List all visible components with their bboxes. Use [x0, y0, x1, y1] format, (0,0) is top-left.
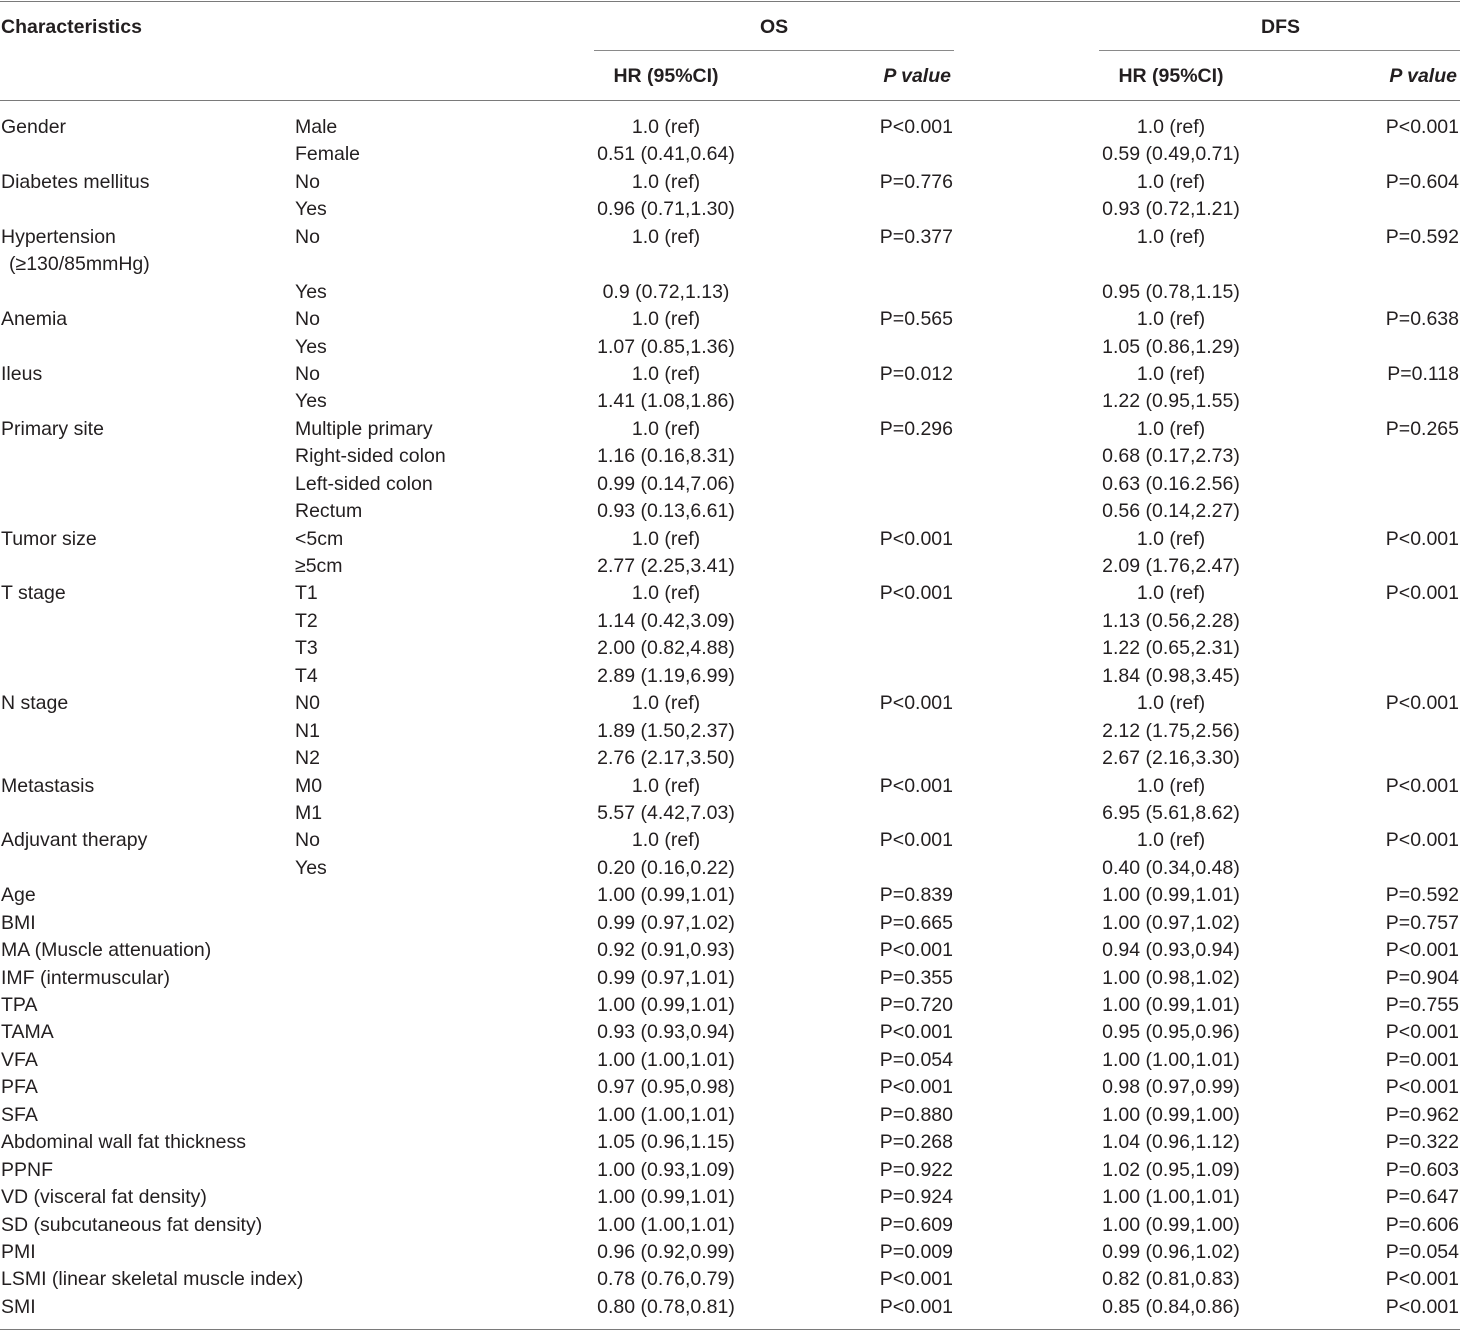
dfs-p-value-cell: P=0.592: [1385, 225, 1459, 248]
dfs-hr-cell: 1.0 (ref): [1136, 362, 1206, 385]
os-hr-cell: 0.93 (0.93,0.94): [597, 1021, 735, 1044]
category-cell: Multiple primary: [295, 417, 433, 440]
table-row: [0, 992, 1460, 1019]
characteristic-cell: IMF (intermuscular): [1, 966, 171, 989]
dfs-hr-cell: 1.84 (0.98,3.45): [1102, 664, 1240, 687]
category-cell: T2: [295, 609, 318, 632]
os-hr-cell: 0.9 (0.72,1.13): [602, 280, 730, 303]
dfs-p-value-cell: P=0.962: [1385, 1103, 1459, 1126]
os-hr-cell: 5.57 (4.42,7.03): [597, 801, 735, 824]
dfs-p-value-cell: P=0.118: [1387, 362, 1459, 385]
dfs-hr-cell: 1.0 (ref): [1136, 527, 1206, 550]
dfs-p-value-cell: P=0.604: [1385, 170, 1459, 193]
table-row: [0, 965, 1460, 992]
characteristic-cell: Diabetes mellitus: [1, 170, 150, 193]
os-p-value-cell: P=0.377: [879, 225, 953, 248]
os-p-value-cell: P=0.009: [879, 1240, 953, 1263]
os-p-value-cell: P<0.001: [879, 1021, 953, 1044]
dfs-p-value-header: P value: [1389, 65, 1457, 87]
dfs-hr-cell: 1.0 (ref): [1136, 170, 1206, 193]
dfs-p-value-cell: P=0.757: [1385, 911, 1459, 934]
table-row: [0, 114, 1460, 141]
os-hr-cell: 1.00 (0.99,1.01): [597, 884, 735, 907]
dfs-hr-cell: 0.99 (0.96,1.02): [1102, 1240, 1240, 1263]
os-p-value-cell: P<0.001: [879, 1295, 953, 1318]
os-hr-cell: 2.00 (0.82,4.88): [597, 637, 735, 660]
characteristic-cell: PFA: [1, 1076, 38, 1099]
table-row: [0, 196, 1460, 223]
category-cell: No: [295, 225, 320, 248]
table-row: [0, 141, 1460, 168]
dfs-hr-header: HR (95%CI): [1118, 65, 1224, 87]
os-p-value-header: P value: [883, 65, 951, 87]
category-cell: ≥5cm: [295, 555, 343, 578]
category-cell: Yes: [295, 856, 327, 879]
dfs-hr-cell: 0.68 (0.17,2.73): [1102, 445, 1240, 468]
table-row: [0, 635, 1460, 662]
dfs-hr-cell: 0.85 (0.84,0.86): [1102, 1295, 1240, 1318]
table-row: [0, 224, 1460, 279]
category-cell: M1: [295, 801, 323, 824]
os-p-value-cell: P=0.054: [879, 1048, 953, 1071]
dfs-hr-cell: 1.0 (ref): [1136, 417, 1206, 440]
category-cell: No: [295, 170, 320, 193]
characteristic-cell: Abdominal wall fat thickness: [1, 1131, 246, 1154]
dfs-hr-cell: 1.22 (0.95,1.55): [1102, 390, 1240, 413]
os-hr-cell: 0.78 (0.76,0.79): [597, 1268, 735, 1291]
category-cell: No: [295, 362, 320, 385]
dfs-group-rule: [1099, 50, 1460, 51]
dfs-hr-cell: 1.00 (0.99,1.00): [1102, 1103, 1240, 1126]
dfs-hr-cell: 2.09 (1.76,2.47): [1102, 555, 1240, 578]
os-p-value-cell: P=0.776: [879, 170, 953, 193]
table-row: [0, 580, 1460, 607]
os-hr-cell: 1.00 (1.00,1.01): [597, 1048, 735, 1071]
os-hr-cell: 0.92 (0.91,0.93): [597, 939, 735, 962]
os-hr-cell: 1.0 (ref): [631, 417, 701, 440]
category-cell: No: [295, 829, 320, 852]
characteristic-cell: Primary site: [1, 417, 104, 440]
table-row: [0, 169, 1460, 196]
dfs-hr-cell: 1.0 (ref): [1136, 774, 1206, 797]
category-cell: Yes: [295, 335, 327, 358]
characteristic-cell: Gender: [1, 116, 67, 138]
dfs-hr-cell: 2.67 (2.16,3.30): [1102, 747, 1240, 770]
os-hr-cell: 1.00 (1.00,1.01): [597, 1213, 735, 1236]
dfs-hr-cell: 6.95 (5.61,8.62): [1102, 801, 1240, 824]
category-cell: Yes: [295, 280, 327, 303]
characteristic-cell: Tumor size: [1, 527, 97, 550]
category-cell: N1: [295, 719, 320, 742]
table-row: [0, 1047, 1460, 1074]
dfs-hr-cell: 0.59 (0.49,0.71): [1102, 143, 1240, 166]
dfs-hr-cell: 0.95 (0.95,0.96): [1102, 1021, 1240, 1044]
table-row: [0, 690, 1460, 717]
table-body: [0, 114, 1460, 1321]
os-hr-cell: 1.0 (ref): [631, 170, 701, 193]
characteristic-cell: SD (subcutaneous fat density): [1, 1213, 263, 1236]
os-p-value-cell: P=0.355: [879, 966, 953, 989]
os-p-value-cell: P=0.296: [879, 417, 953, 440]
dfs-p-value-cell: P=0.592: [1385, 884, 1459, 907]
os-p-value-cell: P=0.839: [879, 884, 953, 907]
dfs-hr-cell: 0.98 (0.97,0.99): [1102, 1076, 1240, 1099]
category-cell: Yes: [295, 198, 327, 221]
dfs-p-value-cell: P=0.322: [1385, 1131, 1459, 1154]
characteristic-label: Hypertension: [1, 225, 116, 248]
os-hr-header: HR (95%CI): [613, 65, 719, 87]
table-row: [0, 1239, 1460, 1266]
dfs-hr-cell: 1.00 (1.00,1.01): [1102, 1186, 1240, 1209]
os-hr-cell: 1.0 (ref): [631, 116, 701, 138]
table-row: [0, 1102, 1460, 1129]
os-hr-cell: 1.0 (ref): [631, 308, 701, 331]
characteristic-cell: N stage: [1, 692, 69, 715]
dfs-hr-cell: 1.0 (ref): [1136, 308, 1206, 331]
table-row: [0, 1294, 1460, 1321]
characteristic-cell: Ileus: [1, 362, 43, 385]
table-row: [0, 800, 1460, 827]
dfs-p-value-cell: P<0.001: [1385, 1268, 1459, 1291]
characteristics-header: Characteristics: [1, 16, 142, 38]
dfs-p-value-cell: P=0.054: [1385, 1240, 1459, 1263]
os-hr-cell: 1.0 (ref): [631, 774, 701, 797]
characteristic-cell: Age: [1, 884, 36, 907]
os-p-value-cell: P=0.922: [879, 1158, 953, 1181]
dfs-hr-cell: 1.00 (0.98,1.02): [1102, 966, 1240, 989]
table-row: [0, 1129, 1460, 1156]
os-hr-cell: 1.0 (ref): [631, 582, 701, 605]
dfs-group-header: DFS: [1261, 16, 1300, 38]
os-p-value-cell: P=0.720: [879, 994, 953, 1017]
dfs-p-value-cell: P<0.001: [1385, 1295, 1459, 1318]
os-hr-cell: 1.0 (ref): [631, 362, 701, 385]
dfs-hr-cell: 1.00 (0.99,1.01): [1102, 994, 1240, 1017]
table-row: [0, 443, 1460, 470]
dfs-hr-cell: 1.02 (0.95,1.09): [1102, 1158, 1240, 1181]
os-hr-cell: 0.20 (0.16,0.22): [597, 856, 735, 879]
os-hr-cell: 1.0 (ref): [631, 225, 701, 248]
os-p-value-cell: P<0.001: [879, 939, 953, 962]
os-p-value-cell: P=0.565: [879, 308, 953, 331]
dfs-hr-cell: 1.22 (0.65,2.31): [1102, 637, 1240, 660]
characteristic-cell: Anemia: [1, 308, 68, 331]
dfs-p-value-cell: P<0.001: [1385, 527, 1459, 550]
dfs-p-value-cell: P=0.265: [1385, 417, 1459, 440]
table-row: [0, 1074, 1460, 1101]
dfs-hr-cell: 1.00 (0.99,1.00): [1102, 1213, 1240, 1236]
category-cell: <5cm: [295, 527, 344, 550]
characteristic-cell: MA (Muscle attenuation): [1, 939, 212, 962]
dfs-p-value-cell: P<0.001: [1385, 582, 1459, 605]
dfs-p-value-cell: P=0.904: [1385, 966, 1459, 989]
table-row: [0, 388, 1460, 415]
characteristic-cell: TPA: [1, 994, 38, 1017]
table-row: [0, 855, 1460, 882]
dfs-p-value-cell: P<0.001: [1385, 1021, 1459, 1044]
os-p-value-cell: P=0.924: [879, 1186, 953, 1209]
dfs-p-value-cell: P=0.755: [1385, 994, 1459, 1017]
dfs-p-value-cell: P<0.001: [1385, 774, 1459, 797]
os-hr-cell: 1.00 (0.99,1.01): [597, 994, 735, 1017]
dfs-hr-cell: 0.94 (0.93,0.94): [1102, 939, 1240, 962]
characteristic-cell: LSMI (linear skeletal muscle index): [1, 1268, 304, 1291]
dfs-p-value-cell: P=0.606: [1385, 1213, 1459, 1236]
table-row: [0, 937, 1460, 964]
os-hr-cell: 0.80 (0.78,0.81): [597, 1295, 735, 1318]
category-cell: Female: [295, 143, 361, 166]
table-row: [0, 1212, 1460, 1239]
os-hr-cell: 0.99 (0.97,1.01): [597, 966, 735, 989]
os-p-value-cell: P=0.880: [879, 1103, 953, 1126]
table-row: [0, 745, 1460, 772]
table-row: [0, 471, 1460, 498]
dfs-hr-cell: 0.63 (0.16.2.56): [1102, 472, 1240, 495]
os-hr-cell: 1.41 (1.08,1.86): [597, 390, 735, 413]
characteristic-cell: VD (visceral fat density): [1, 1186, 207, 1209]
characteristic-cell: Metastasis: [1, 774, 95, 797]
os-group-header: OS: [760, 16, 789, 38]
dfs-p-value-cell: P<0.001: [1385, 116, 1459, 138]
dfs-hr-cell: 0.40 (0.34,0.48): [1102, 856, 1240, 879]
characteristic-cell: PPNF: [1, 1158, 54, 1181]
dfs-hr-cell: 2.12 (1.75,2.56): [1102, 719, 1240, 742]
os-hr-cell: 1.00 (0.99,1.01): [597, 1186, 735, 1209]
dfs-hr-cell: 1.13 (0.56,2.28): [1102, 609, 1240, 632]
table-row: [0, 608, 1460, 635]
os-p-value-cell: P=0.609: [879, 1213, 953, 1236]
dfs-p-value-cell: P<0.001: [1385, 829, 1459, 852]
os-p-value-cell: P<0.001: [879, 582, 953, 605]
dfs-hr-cell: 1.00 (0.99,1.01): [1102, 884, 1240, 907]
characteristic-cell: SFA: [1, 1103, 38, 1126]
category-cell: M0: [295, 774, 323, 797]
category-cell: N0: [295, 692, 320, 715]
os-hr-cell: 1.00 (1.00,1.01): [597, 1103, 735, 1126]
table-row: [0, 553, 1460, 580]
category-cell: T4: [295, 664, 318, 687]
characteristic-cell: BMI: [1, 911, 36, 934]
os-hr-cell: 2.89 (1.19,6.99): [597, 664, 735, 687]
table-row: [0, 1157, 1460, 1184]
table-row: [0, 1184, 1460, 1211]
os-p-value-cell: P<0.001: [879, 774, 953, 797]
os-p-value-cell: P<0.001: [879, 692, 953, 715]
category-cell: T3: [295, 637, 318, 660]
table-row: [0, 827, 1460, 854]
os-p-value-cell: P<0.001: [879, 1268, 953, 1291]
category-cell: Right-sided colon: [295, 445, 446, 468]
category-cell: Rectum: [295, 500, 363, 523]
dfs-p-value-cell: P=0.001: [1385, 1048, 1459, 1071]
os-hr-cell: 1.0 (ref): [631, 829, 701, 852]
dfs-p-value-cell: P=0.603: [1385, 1158, 1459, 1181]
os-p-value-cell: P<0.001: [879, 527, 953, 550]
os-hr-cell: 1.07 (0.85,1.36): [597, 335, 735, 358]
dfs-hr-cell: 1.0 (ref): [1136, 116, 1206, 138]
category-cell: Left-sided colon: [295, 472, 433, 495]
dfs-p-value-cell: P<0.001: [1385, 692, 1459, 715]
dfs-hr-cell: 0.56 (0.14,2.27): [1102, 500, 1240, 523]
table-row: [0, 910, 1460, 937]
category-cell: T1: [295, 582, 318, 605]
table-row: [0, 882, 1460, 909]
category-cell: No: [295, 308, 320, 331]
characteristic-cell: SMI: [1, 1295, 36, 1318]
os-hr-cell: 1.05 (0.96,1.15): [597, 1131, 735, 1154]
category-cell: Yes: [295, 390, 327, 413]
dfs-hr-cell: 1.05 (0.86,1.29): [1102, 335, 1240, 358]
table-row: [0, 663, 1460, 690]
table-row: [0, 306, 1460, 333]
os-hr-cell: 0.51 (0.41,0.64): [597, 143, 735, 166]
os-hr-cell: 2.77 (2.25,3.41): [597, 555, 735, 578]
header-bottom-rule: [0, 100, 1460, 101]
dfs-hr-cell: 1.00 (1.00,1.01): [1102, 1048, 1240, 1071]
dfs-hr-cell: 1.0 (ref): [1136, 692, 1206, 715]
table-row: [0, 718, 1460, 745]
table-row: [0, 526, 1460, 553]
dfs-hr-cell: 1.00 (0.97,1.02): [1102, 911, 1240, 934]
os-hr-cell: 1.89 (1.50,2.37): [597, 719, 735, 742]
table-row: [0, 498, 1460, 525]
table-row: [0, 334, 1460, 361]
os-hr-cell: 1.00 (0.93,1.09): [597, 1158, 735, 1181]
table-row: [0, 1019, 1460, 1046]
os-hr-cell: 0.99 (0.14,7.06): [597, 472, 735, 495]
category-cell: Male: [295, 116, 338, 138]
os-p-value-cell: P<0.001: [879, 116, 953, 138]
table-top-rule: [0, 1, 1460, 2]
characteristic-cell: T stage: [1, 582, 66, 605]
dfs-p-value-cell: P<0.001: [1385, 939, 1459, 962]
category-cell: N2: [295, 747, 320, 770]
characteristic-cell: [1, 224, 150, 279]
os-p-value-cell: P<0.001: [879, 1076, 953, 1099]
os-group-rule: [594, 50, 954, 51]
dfs-hr-cell: 1.0 (ref): [1136, 582, 1206, 605]
os-hr-cell: 0.96 (0.71,1.30): [597, 198, 735, 221]
os-hr-cell: 2.76 (2.17,3.50): [597, 747, 735, 770]
os-p-value-cell: P<0.001: [879, 829, 953, 852]
table-bottom-rule: [0, 1329, 1460, 1330]
os-hr-cell: 0.97 (0.95,0.98): [597, 1076, 735, 1099]
os-hr-cell: 0.96 (0.92,0.99): [597, 1240, 735, 1263]
dfs-hr-cell: 0.82 (0.81,0.83): [1102, 1268, 1240, 1291]
dfs-hr-cell: 0.93 (0.72,1.21): [1102, 198, 1240, 221]
characteristic-cell: PMI: [1, 1240, 36, 1263]
os-hr-cell: 0.99 (0.97,1.02): [597, 911, 735, 934]
dfs-hr-cell: 1.04 (0.96,1.12): [1102, 1131, 1240, 1154]
dfs-p-value-cell: P<0.001: [1385, 1076, 1459, 1099]
os-p-value-cell: P=0.012: [879, 362, 953, 385]
os-hr-cell: 0.93 (0.13,6.61): [597, 500, 735, 523]
table-row: [0, 416, 1460, 443]
table-row: [0, 1266, 1460, 1293]
dfs-hr-cell: 1.0 (ref): [1136, 829, 1206, 852]
dfs-p-value-cell: P=0.638: [1385, 308, 1459, 331]
os-p-value-cell: P=0.665: [879, 911, 953, 934]
dfs-hr-cell: 0.95 (0.78,1.15): [1102, 280, 1240, 303]
os-hr-cell: 1.0 (ref): [631, 527, 701, 550]
os-hr-cell: 1.16 (0.16,8.31): [597, 445, 735, 468]
characteristic-cell: TAMA: [1, 1021, 54, 1044]
characteristic-sublabel: (≥130/85mmHg): [9, 253, 150, 276]
table-row: [0, 773, 1460, 800]
table-row: [0, 279, 1460, 306]
characteristic-cell: Adjuvant therapy: [1, 829, 148, 852]
os-hr-cell: 1.0 (ref): [631, 692, 701, 715]
table-row: [0, 361, 1460, 388]
dfs-p-value-cell: P=0.647: [1385, 1186, 1459, 1209]
dfs-hr-cell: 1.0 (ref): [1136, 225, 1206, 248]
os-hr-cell: 1.14 (0.42,3.09): [597, 609, 735, 632]
os-p-value-cell: P=0.268: [879, 1131, 953, 1154]
characteristic-cell: VFA: [1, 1048, 38, 1071]
